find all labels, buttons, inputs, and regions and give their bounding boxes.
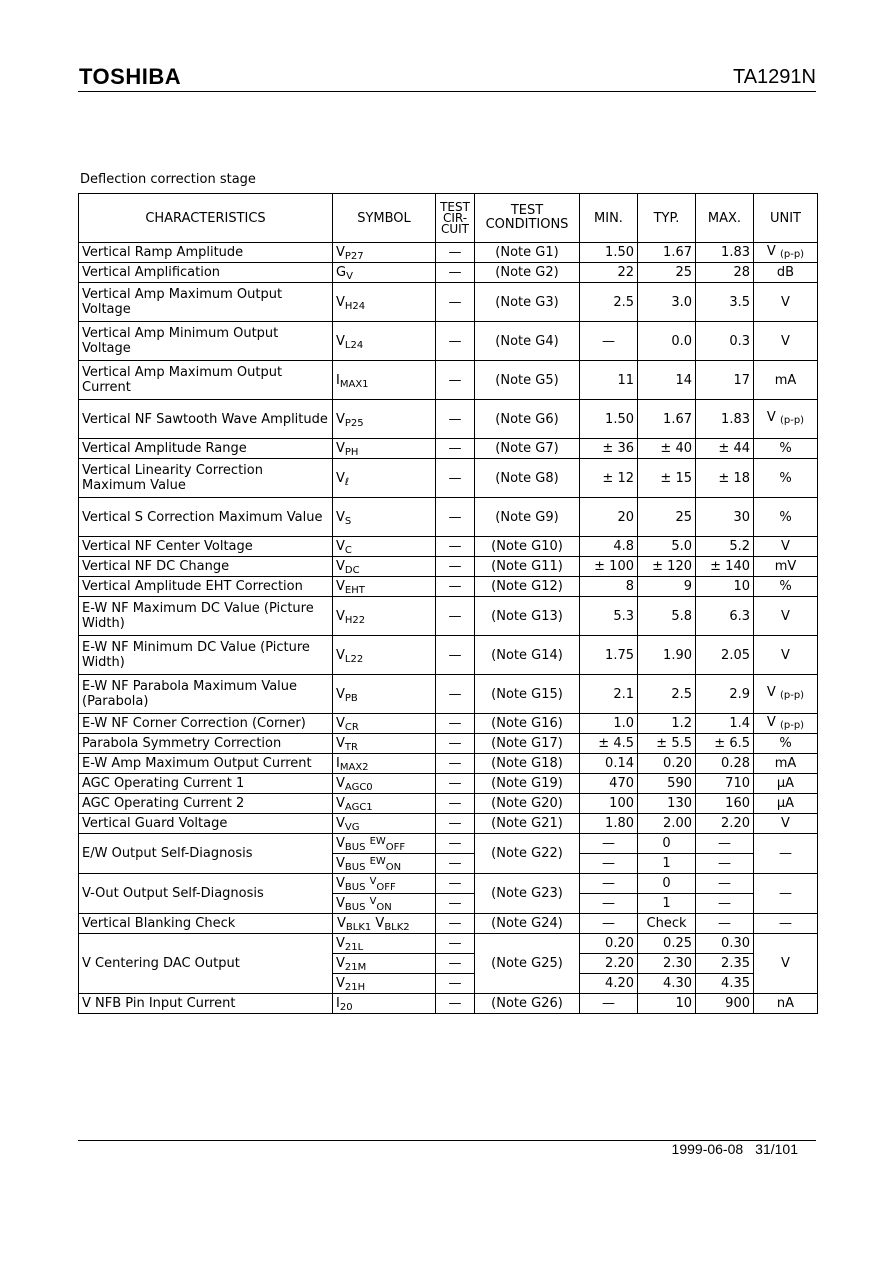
condition-cell: (Note G7) xyxy=(475,439,580,459)
table-row xyxy=(79,675,818,714)
characteristic-cell: E/W Output Self-Diagnosis xyxy=(79,834,333,874)
test-circuit-cell: — xyxy=(436,994,475,1014)
characteristic-cell: Vertical Amp Maximum Output Voltage xyxy=(79,283,333,322)
max-cell: 0.28 xyxy=(696,754,754,774)
characteristic-cell: Vertical Blanking Check xyxy=(79,914,333,934)
typ-cell: 25 xyxy=(638,498,696,537)
min-cell: 11 xyxy=(580,361,638,400)
min-cell: 4.20 xyxy=(580,974,638,994)
test-circuit-cell: — xyxy=(436,597,475,636)
table-row xyxy=(79,263,818,283)
min-cell: 4.8 xyxy=(580,537,638,557)
condition-cell: (Note G2) xyxy=(475,263,580,283)
col-unit: UNIT xyxy=(754,194,818,243)
characteristic-cell: AGC Operating Current 1 xyxy=(79,774,333,794)
max-cell: — xyxy=(696,834,754,854)
condition-cell: (Note G23) xyxy=(475,874,580,914)
symbol-cell: $V_{TR}$ xyxy=(333,734,436,754)
unit-cell: dB xyxy=(754,263,818,283)
test-circuit-cell: — xyxy=(436,577,475,597)
typ-cell: 590 xyxy=(638,774,696,794)
table-row xyxy=(79,636,818,675)
max-cell: 160 xyxy=(696,794,754,814)
symbol-cell: $I_{20}$ xyxy=(333,994,436,1014)
characteristic-cell: Vertical Amp Maximum Output Current xyxy=(79,361,333,400)
table-row xyxy=(79,934,818,954)
typ-cell: 1.67 xyxy=(638,243,696,263)
col-test-circuit: TEST CIR- CUIT xyxy=(436,194,475,243)
min-cell: 0.20 xyxy=(580,934,638,954)
characteristic-cell: V Centering DAC Output xyxy=(79,934,333,994)
table-row xyxy=(79,874,818,894)
condition-cell: (Note G25) xyxy=(475,934,580,994)
max-cell: — xyxy=(696,874,754,894)
symbol-cell: $I_{MAX1}$ xyxy=(333,361,436,400)
max-cell: ± 44 xyxy=(696,439,754,459)
max-cell: 1.4 xyxy=(696,714,754,734)
max-cell: — xyxy=(696,854,754,874)
unit-cell: — xyxy=(754,914,818,934)
table-row xyxy=(79,597,818,636)
typ-cell: 5.8 xyxy=(638,597,696,636)
table-row xyxy=(79,714,818,734)
min-cell: — xyxy=(580,874,638,894)
table-row xyxy=(79,537,818,557)
characteristic-cell: V NFB Pin Input Current xyxy=(79,994,333,1014)
symbol-cell: $V_{BUS}$ $^{EW}_{OFF}$ xyxy=(333,834,436,854)
test-circuit-cell: — xyxy=(436,834,475,854)
table-row xyxy=(79,754,818,774)
max-cell: 710 xyxy=(696,774,754,794)
unit-cell: V (p-p) xyxy=(754,400,818,439)
typ-cell: 1.90 xyxy=(638,636,696,675)
footer xyxy=(660,1141,798,1157)
unit-cell: V xyxy=(754,283,818,322)
table-row xyxy=(79,400,818,439)
symbol-cell: $V_{21H}$ xyxy=(333,974,436,994)
typ-cell: 0.25 xyxy=(638,934,696,954)
min-cell: 1.80 xyxy=(580,814,638,834)
unit-cell: V (p-p) xyxy=(754,714,818,734)
spec-table xyxy=(78,193,818,1014)
symbol-cell: $V_{H24}$ xyxy=(333,283,436,322)
test-circuit-cell: — xyxy=(436,675,475,714)
footer-date: 1999-06-08 xyxy=(671,1141,744,1157)
min-cell: 1.0 xyxy=(580,714,638,734)
test-circuit-cell: — xyxy=(436,557,475,577)
test-circuit-cell: — xyxy=(436,263,475,283)
max-cell: 17 xyxy=(696,361,754,400)
table-row xyxy=(79,914,818,934)
condition-cell: (Note G22) xyxy=(475,834,580,874)
symbol-cell: $V_{21M}$ xyxy=(333,954,436,974)
unit-cell: V (p-p) xyxy=(754,243,818,263)
col-characteristics: CHARACTERISTICS xyxy=(79,194,333,243)
table-row xyxy=(79,439,818,459)
min-cell: ± 100 xyxy=(580,557,638,577)
symbol-cell: $V_{AGC0}$ xyxy=(333,774,436,794)
symbol-cell: $V_{L22}$ xyxy=(333,636,436,675)
unit-cell: % xyxy=(754,459,818,498)
max-cell: 10 xyxy=(696,577,754,597)
unit-cell: nA xyxy=(754,994,818,1014)
condition-cell: (Note G11) xyxy=(475,557,580,577)
characteristic-cell: Vertical Amplitude EHT Correction xyxy=(79,577,333,597)
symbol-cell: $V_{BLK1}$ $V_{BLK2}$ xyxy=(333,914,436,934)
table-row xyxy=(79,459,818,498)
max-cell: 30 xyxy=(696,498,754,537)
typ-cell: 5.0 xyxy=(638,537,696,557)
test-circuit-cell: — xyxy=(436,361,475,400)
characteristic-cell: Parabola Symmetry Correction xyxy=(79,734,333,754)
symbol-cell: $G_V$ xyxy=(333,263,436,283)
table-row xyxy=(79,322,818,361)
typ-cell: 1.2 xyxy=(638,714,696,734)
max-cell: ± 6.5 xyxy=(696,734,754,754)
characteristic-cell: Vertical Ramp Amplitude xyxy=(79,243,333,263)
unit-cell: mA xyxy=(754,754,818,774)
symbol-cell: $V_{DC}$ xyxy=(333,557,436,577)
min-cell: 2.20 xyxy=(580,954,638,974)
condition-cell: (Note G20) xyxy=(475,794,580,814)
table-row xyxy=(79,734,818,754)
typ-cell: 10 xyxy=(638,994,696,1014)
typ-cell: 2.5 xyxy=(638,675,696,714)
condition-cell: (Note G5) xyxy=(475,361,580,400)
test-circuit-cell: — xyxy=(436,439,475,459)
unit-cell: μA xyxy=(754,794,818,814)
typ-cell: 1 xyxy=(638,854,696,874)
typ-cell: 0.0 xyxy=(638,322,696,361)
characteristic-cell: Vertical NF DC Change xyxy=(79,557,333,577)
max-cell: 0.30 xyxy=(696,934,754,954)
unit-cell: mA xyxy=(754,361,818,400)
typ-cell: ± 15 xyxy=(638,459,696,498)
symbol-cell: $V_{P27}$ xyxy=(333,243,436,263)
test-circuit-cell: — xyxy=(436,874,475,894)
symbol-cell: $V_C$ xyxy=(333,537,436,557)
condition-cell: (Note G8) xyxy=(475,459,580,498)
table-row xyxy=(79,361,818,400)
characteristic-cell: E-W NF Parabola Maximum Value (Parabola) xyxy=(79,675,333,714)
test-circuit-cell: — xyxy=(436,854,475,874)
table-header-row xyxy=(79,194,818,243)
symbol-cell: $V_{CR}$ xyxy=(333,714,436,734)
test-circuit-cell: — xyxy=(436,814,475,834)
symbol-cell: $I_{MAX2}$ xyxy=(333,754,436,774)
condition-cell: (Note G21) xyxy=(475,814,580,834)
symbol-cell: $V_{BUS}$ $^{EW}_{ON}$ xyxy=(333,854,436,874)
max-cell: 2.20 xyxy=(696,814,754,834)
table-row xyxy=(79,557,818,577)
col-test-conditions: TEST CONDITIONS xyxy=(475,194,580,243)
test-circuit-cell: — xyxy=(436,774,475,794)
condition-cell: (Note G1) xyxy=(475,243,580,263)
typ-cell: 9 xyxy=(638,577,696,597)
typ-cell: 4.30 xyxy=(638,974,696,994)
table-row xyxy=(79,834,818,854)
table-row xyxy=(79,243,818,263)
table-row xyxy=(79,814,818,834)
symbol-cell: $V_{PH}$ xyxy=(333,439,436,459)
max-cell: 900 xyxy=(696,994,754,1014)
symbol-cell: $V_{PB}$ xyxy=(333,675,436,714)
typ-cell: 1.67 xyxy=(638,400,696,439)
max-cell: 5.2 xyxy=(696,537,754,557)
symbol-cell: $V_{21L}$ xyxy=(333,934,436,954)
unit-cell: % xyxy=(754,439,818,459)
part-number: TA1291N xyxy=(732,66,816,88)
min-cell: 2.5 xyxy=(580,283,638,322)
unit-cell: % xyxy=(754,498,818,537)
condition-cell: (Note G17) xyxy=(475,734,580,754)
unit-cell: % xyxy=(754,577,818,597)
max-cell: ± 140 xyxy=(696,557,754,577)
characteristic-cell: Vertical Amplitude Range xyxy=(79,439,333,459)
max-cell: 4.35 xyxy=(696,974,754,994)
test-circuit-cell: — xyxy=(436,459,475,498)
min-cell: 0.14 xyxy=(580,754,638,774)
condition-cell: (Note G16) xyxy=(475,714,580,734)
characteristic-cell: V-Out Output Self-Diagnosis xyxy=(79,874,333,914)
typ-cell: 14 xyxy=(638,361,696,400)
unit-cell: mV xyxy=(754,557,818,577)
test-circuit-cell: — xyxy=(436,794,475,814)
condition-cell: (Note G13) xyxy=(475,597,580,636)
brand-logo: TOSHIBA xyxy=(79,64,182,89)
unit-cell: V xyxy=(754,814,818,834)
min-cell: 470 xyxy=(580,774,638,794)
table-row xyxy=(79,794,818,814)
condition-cell: (Note G12) xyxy=(475,577,580,597)
test-circuit-cell: — xyxy=(436,894,475,914)
symbol-cell: $V_{L24}$ xyxy=(333,322,436,361)
unit-cell: V xyxy=(754,322,818,361)
characteristic-cell: E-W NF Corner Correction (Corner) xyxy=(79,714,333,734)
typ-cell: 2.30 xyxy=(638,954,696,974)
min-cell: — xyxy=(580,994,638,1014)
test-circuit-cell: — xyxy=(436,243,475,263)
table-row xyxy=(79,577,818,597)
max-cell: 2.05 xyxy=(696,636,754,675)
max-cell: — xyxy=(696,914,754,934)
test-circuit-cell: — xyxy=(436,537,475,557)
symbol-cell: $V_{VG}$ xyxy=(333,814,436,834)
test-circuit-cell: — xyxy=(436,283,475,322)
min-cell: ± 12 xyxy=(580,459,638,498)
table-row xyxy=(79,774,818,794)
test-circuit-cell: — xyxy=(436,498,475,537)
unit-cell: V (p-p) xyxy=(754,675,818,714)
symbol-cell: $V_\ell$ xyxy=(333,459,436,498)
test-circuit-cell: — xyxy=(436,754,475,774)
col-symbol: SYMBOL xyxy=(333,194,436,243)
min-cell: — xyxy=(580,834,638,854)
min-cell: ± 4.5 xyxy=(580,734,638,754)
characteristic-cell: Vertical NF Center Voltage xyxy=(79,537,333,557)
typ-cell: ± 120 xyxy=(638,557,696,577)
max-cell: 0.3 xyxy=(696,322,754,361)
min-cell: ± 36 xyxy=(580,439,638,459)
condition-cell: (Note G15) xyxy=(475,675,580,714)
footer-page: 31/101 xyxy=(755,1141,798,1157)
characteristic-cell: E-W NF Minimum DC Value (Picture Width) xyxy=(79,636,333,675)
table-row xyxy=(79,498,818,537)
section-title: Deflection correction stage xyxy=(80,172,256,187)
characteristic-cell: Vertical Amp Minimum Output Voltage xyxy=(79,322,333,361)
test-circuit-cell: — xyxy=(436,636,475,675)
min-cell: 22 xyxy=(580,263,638,283)
min-cell: 2.1 xyxy=(580,675,638,714)
min-cell: 5.3 xyxy=(580,597,638,636)
max-cell: 28 xyxy=(696,263,754,283)
typ-cell: 0.20 xyxy=(638,754,696,774)
condition-cell: (Note G14) xyxy=(475,636,580,675)
characteristic-cell: Vertical Amplification xyxy=(79,263,333,283)
unit-cell: V xyxy=(754,934,818,994)
test-circuit-cell: — xyxy=(436,974,475,994)
typ-cell: 3.0 xyxy=(638,283,696,322)
characteristic-cell: Vertical NF Sawtooth Wave Amplitude xyxy=(79,400,333,439)
max-cell: 1.83 xyxy=(696,400,754,439)
col-min: MIN. xyxy=(580,194,638,243)
max-cell: 2.9 xyxy=(696,675,754,714)
min-cell: 8 xyxy=(580,577,638,597)
col-typ: TYP. xyxy=(638,194,696,243)
max-cell: 3.5 xyxy=(696,283,754,322)
typ-cell: 0 xyxy=(638,834,696,854)
unit-cell: — xyxy=(754,874,818,914)
typ-cell: ± 5.5 xyxy=(638,734,696,754)
symbol-cell: $V_{P25}$ xyxy=(333,400,436,439)
test-circuit-cell: — xyxy=(436,322,475,361)
condition-cell: (Note G9) xyxy=(475,498,580,537)
condition-cell: (Note G19) xyxy=(475,774,580,794)
min-cell: 1.50 xyxy=(580,400,638,439)
max-cell: 1.83 xyxy=(696,243,754,263)
typ-cell: 25 xyxy=(638,263,696,283)
test-circuit-cell: — xyxy=(436,714,475,734)
unit-cell: V xyxy=(754,597,818,636)
characteristic-cell: Vertical Guard Voltage xyxy=(79,814,333,834)
max-cell: — xyxy=(696,894,754,914)
max-cell: 6.3 xyxy=(696,597,754,636)
condition-cell: (Note G26) xyxy=(475,994,580,1014)
typ-cell: Check xyxy=(638,914,696,934)
condition-cell: (Note G4) xyxy=(475,322,580,361)
characteristic-cell: Vertical Linearity Correction Maximum Value xyxy=(79,459,333,498)
characteristic-cell: E-W Amp Maximum Output Current xyxy=(79,754,333,774)
test-circuit-cell: — xyxy=(436,400,475,439)
characteristic-cell: E-W NF Maximum DC Value (Picture Width) xyxy=(79,597,333,636)
test-circuit-cell: — xyxy=(436,934,475,954)
min-cell: — xyxy=(580,322,638,361)
condition-cell: (Note G18) xyxy=(475,754,580,774)
min-cell: 20 xyxy=(580,498,638,537)
unit-cell: — xyxy=(754,834,818,874)
unit-cell: μA xyxy=(754,774,818,794)
test-circuit-cell: — xyxy=(436,734,475,754)
symbol-cell: $V_{EHT}$ xyxy=(333,577,436,597)
unit-cell: V xyxy=(754,537,818,557)
condition-cell: (Note G3) xyxy=(475,283,580,322)
test-circuit-cell: — xyxy=(436,914,475,934)
symbol-cell: $V_{AGC1}$ xyxy=(333,794,436,814)
condition-cell: (Note G10) xyxy=(475,537,580,557)
min-cell: 1.75 xyxy=(580,636,638,675)
min-cell: 1.50 xyxy=(580,243,638,263)
min-cell: 100 xyxy=(580,794,638,814)
unit-cell: V xyxy=(754,636,818,675)
typ-cell: ± 40 xyxy=(638,439,696,459)
typ-cell: 130 xyxy=(638,794,696,814)
typ-cell: 0 xyxy=(638,874,696,894)
condition-cell: (Note G24) xyxy=(475,914,580,934)
symbol-cell: $V_{BUS}$ $^V_{ON}$ xyxy=(333,894,436,914)
table-row xyxy=(79,994,818,1014)
symbol-cell: $V_S$ xyxy=(333,498,436,537)
typ-cell: 1 xyxy=(638,894,696,914)
table-row xyxy=(79,283,818,322)
symbol-cell: $V_{BUS}$ $^V_{OFF}$ xyxy=(333,874,436,894)
max-cell: ± 18 xyxy=(696,459,754,498)
max-cell: 2.35 xyxy=(696,954,754,974)
col-max: MAX. xyxy=(696,194,754,243)
characteristic-cell: AGC Operating Current 2 xyxy=(79,794,333,814)
test-circuit-cell: — xyxy=(436,954,475,974)
unit-cell: % xyxy=(754,734,818,754)
min-cell: — xyxy=(580,854,638,874)
condition-cell: (Note G6) xyxy=(475,400,580,439)
min-cell: — xyxy=(580,894,638,914)
header-rule xyxy=(78,91,816,92)
typ-cell: 2.00 xyxy=(638,814,696,834)
characteristic-cell: Vertical S Correction Maximum Value xyxy=(79,498,333,537)
min-cell: — xyxy=(580,914,638,934)
symbol-cell: $V_{H22}$ xyxy=(333,597,436,636)
